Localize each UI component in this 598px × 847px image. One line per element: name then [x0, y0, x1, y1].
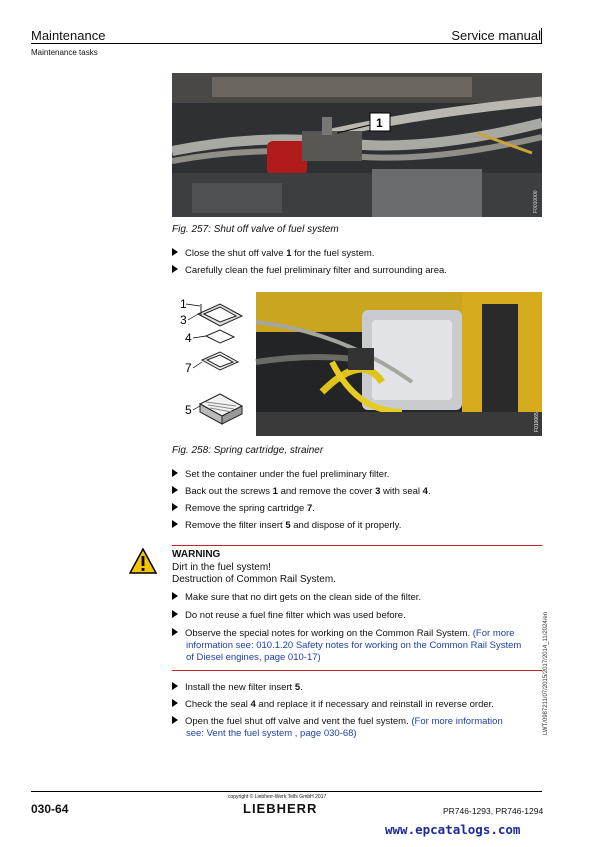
page-number: 030-64	[31, 802, 69, 816]
bullet-icon	[172, 486, 178, 494]
header-tick	[541, 28, 542, 44]
footer-rule	[31, 791, 542, 792]
safety-notes-link-line3[interactable]: of Diesel engines, page 010-17)	[186, 652, 321, 663]
bullet-icon	[172, 469, 178, 477]
step-set-container: Set the container under the fuel preliminary filter.	[172, 469, 389, 481]
warning-title: WARNING	[172, 549, 221, 560]
step-clean-filter: Carefully clean the fuel preliminary filter and surrounding area.	[172, 265, 447, 277]
step-close-valve: Close the shut off valve 1 for the fuel system.	[172, 248, 374, 260]
bullet-icon	[172, 628, 178, 636]
warning-rule-bottom	[172, 670, 542, 671]
safety-notes-link-line2[interactable]: information see: 010.1.20 Safety notes for working on the Common Rail System	[186, 640, 522, 651]
bullet-icon	[172, 592, 178, 600]
bullet-icon	[172, 248, 178, 256]
warning-line1: Dirt in the fuel system!	[172, 562, 271, 573]
figure2-label-4: 4	[185, 331, 192, 345]
step-install-insert: Install the new filter insert 5.	[172, 682, 303, 694]
figure-shutoff-valve	[172, 73, 542, 217]
copyright-text: copyright © Liebherr-Werk Telfs GmbH 2017	[228, 794, 327, 800]
bullet-icon	[172, 520, 178, 528]
bullet-icon	[172, 503, 178, 511]
step-remove-spring: Remove the spring cartridge 7.	[172, 503, 315, 515]
model-numbers: PR746-1293, PR746-1294	[443, 806, 544, 816]
vent-fuel-link-line2[interactable]: see: Vent the fuel system , page 030-68)	[186, 728, 357, 739]
bullet-icon	[172, 610, 178, 618]
section-title: Maintenance	[31, 28, 106, 43]
figure2-code: F010065	[534, 412, 540, 432]
bullet-icon	[172, 716, 178, 724]
figure-shutoff-valve-image	[172, 73, 542, 217]
bullet-icon	[172, 699, 178, 707]
warning-rule-top	[172, 545, 542, 546]
warning-item-no-dirt: Make sure that no dirt gets on the clean side of the filter.	[172, 592, 421, 604]
warning-icon	[129, 548, 157, 574]
figure2-label-7: 7	[185, 361, 192, 375]
figure-spring-cartridge	[172, 292, 542, 436]
step-remove-insert: Remove the filter insert 5 and dispose of it properly.	[172, 520, 401, 532]
safety-notes-link[interactable]: (For more	[472, 628, 515, 639]
figure1-callout: 1	[376, 116, 383, 130]
manual-title: Service manual	[451, 28, 541, 43]
step-check-seal: Check the seal 4 and replace it if necessary and reinstall in reverse order.	[172, 699, 494, 711]
figure1-caption: Fig. 257: Shut off valve of fuel system	[172, 224, 339, 235]
watermark-link[interactable]: www.epcatalogs.com	[385, 822, 521, 837]
figure2-label-1: 1	[180, 297, 187, 311]
warning-line2: Destruction of Common Rail System.	[172, 574, 336, 585]
header-rule	[31, 43, 542, 44]
figure1-code: F0010000	[533, 190, 539, 213]
bullet-icon	[172, 682, 178, 690]
subsection-title: Maintenance tasks	[31, 48, 98, 57]
side-document-code: LWT/0987211/07/2015/2017/2014_11/2024/en	[543, 611, 549, 735]
figure-spring-cartridge-image	[172, 292, 542, 436]
figure2-label-5: 5	[185, 403, 192, 417]
warning-item-no-reuse: Do not reuse a fuel fine filter which was used before.	[172, 610, 406, 622]
liebherr-logo: LIEBHERR	[243, 801, 318, 816]
warning-item-special-notes: Observe the special notes for working on the Common Rail System. (For more	[172, 628, 547, 640]
step-open-valve: Open the fuel shut off valve and vent the fuel system. (For more information	[172, 716, 503, 728]
bullet-icon	[172, 265, 178, 273]
step-remove-cover: Back out the screws 1 and remove the cover 3 with seal 4.	[172, 486, 431, 498]
vent-fuel-link[interactable]: (For more information	[411, 716, 503, 727]
figure2-caption: Fig. 258: Spring cartridge, strainer	[172, 445, 324, 456]
figure2-label-3: 3	[180, 313, 187, 327]
